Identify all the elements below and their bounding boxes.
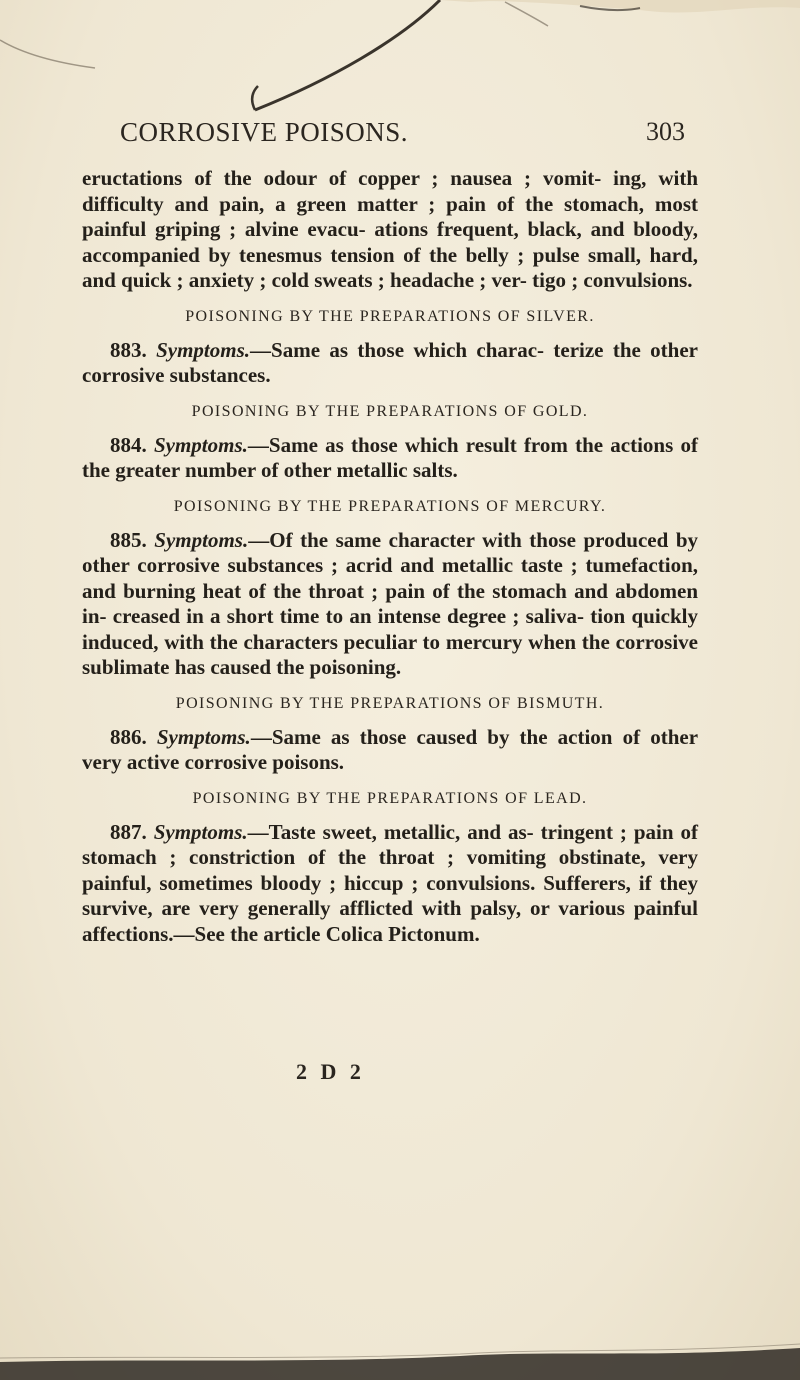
section-text: —Taste sweet, metallic, and as- tringent ; pain of stomach ; constriction of the throat ; vomiting obstinate, very painful, sometimes bloody ; hiccup ; convulsions. Sufferers, if they survive, are very generally afflicted with palsy, or various painful affections.—See the article Colica Pictonum. [82,819,699,946]
section-number: 883. [110,337,147,362]
section-text: —Of the same character with those produced by other corrosive substances ; acrid and metallic taste ; tumefaction, and burning heat of the throat ; pain of the stomach and abdomen in- creased in a short time to an intense degree ; saliva- tion quickly induced, with the characters peculiar to mercury when the corrosive sublimate has caused the poisoning. [82,527,699,679]
section-heading-bismuth: POISONING BY THE PREPARATIONS OF BISMUTH. [175,694,605,712]
section-paragraph-lead [82,820,698,948]
section-number: 886. [110,724,147,749]
section-paragraph-silver [82,338,698,389]
section-heading-silver: POISONING BY THE PREPARATIONS OF SILVER. [185,307,595,325]
section-heading-mercury: POISONING BY THE PREPARATIONS OF MERCURY. [173,497,607,515]
section-number: 884. [110,432,147,457]
page-number: 303 [646,117,685,146]
section-paragraph-mercury [82,528,698,681]
section-paragraph-gold [82,433,698,484]
signature-mark: 2 D 2 [296,1059,365,1084]
section-paragraph-bismuth [82,725,698,776]
section-heading-gold: POISONING BY THE PREPARATIONS OF GOLD. [191,402,589,420]
symptoms-label: Symptoms. [153,819,248,844]
opening-paragraph: eructations of the odour of copper ; nausea ; vomit- ing, with difficulty and pain, a green matter ; pain of the stomach, most painful griping ; alvine evacu- ations frequent, black, and bloody, accompanied by tenesmus tension of the belly ; pulse small, hard, and quick ; anxiety ; cold sweats ; headache ; ver- tigo ; convulsions. [82,166,698,292]
section-text: —Same as those caused by the action of other very active corrosive poisons. [82,724,699,774]
section-heading-lead: POISONING BY THE PREPARATIONS OF LEAD. [192,789,588,807]
body-text [82,166,698,947]
symptoms-label: Symptoms. [156,337,251,362]
section-number: 887. [110,819,147,844]
bottom-edge-shadow [0,1340,800,1380]
symptoms-label: Symptoms. [156,724,251,749]
page-header [120,117,685,147]
torn-paper-decoration [0,0,800,120]
symptoms-label: Symptoms. [154,527,249,552]
symptoms-label: Symptoms. [153,432,248,457]
section-text: —Same as those which result from the actions of the greater number of other metallic salts. [82,432,698,482]
running-title: CORROSIVE POISONS. [120,117,409,147]
section-text: —Same as those which charac- terize the other corrosive substances. [82,337,698,387]
section-number: 885. [110,527,147,552]
